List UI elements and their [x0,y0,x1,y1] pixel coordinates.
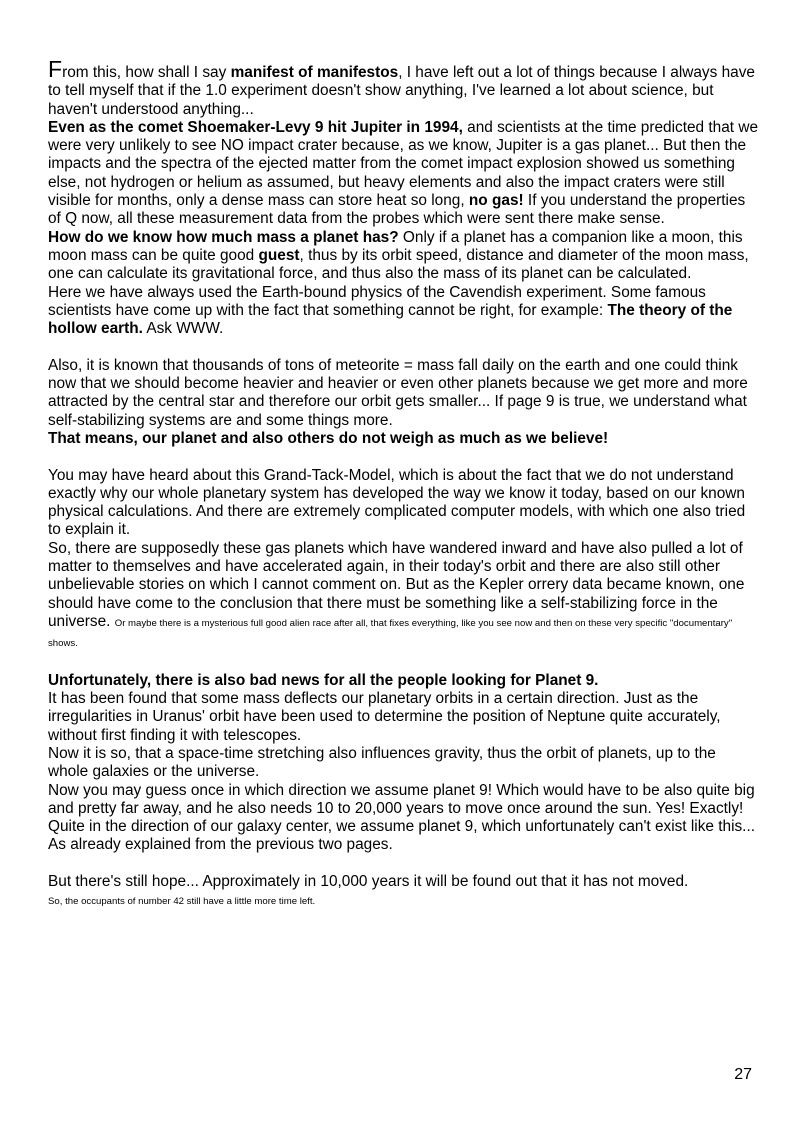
text-run: But there's still hope... Approximately in 10,000 years it will be found out that it has not moved. [48,873,689,891]
paragraph-number-42 [48,891,760,911]
text-run: Only if a planet has a companion like a moon, this moon mass can be quite good [48,228,743,264]
paragraph-space-time [48,745,760,782]
text-run: rom this, how shall I say [62,64,231,81]
paragraph-weight-statement [48,430,760,448]
paragraph-gas-planets [48,540,760,654]
text-run: It has been found that some mass deflects our planetary orbits in a certain direction. Just as the irregularities in Uranus' orbit have been used to determine the position of Neptune quite accurately, without first finding it with telescopes. [48,690,721,744]
text-run: , I have left out a lot of things because I always have to tell myself that if the 1.0 experiment doesn't show anything, I've learned a lot about science, but haven't understood anything... [48,64,755,118]
paragraph-cavendish [48,284,760,339]
paragraph-planet9-heading [48,672,760,690]
bold-run: The theory of the hollow earth. [48,301,733,338]
small-note: Or maybe there is a mysterious full good alien race after all, that fixes everything, like you see now and then on these very specific "documentary" shows. [48,617,733,650]
bold-run: How do we know how much mass a planet has? [48,228,399,246]
document-body [48,56,760,912]
text-run: Now it is so, that a space-time stretching also influences gravity, thus the orbit of planets, up to the whole galaxies or the universe. [48,744,716,781]
text-run: You may have heard about this Grand-Tack-Model, which is about the fact that we do not understand exactly why our whole planetary system has developed the way we know it today, based on our known physical calculations. And there are extremely complicated computer models, with which one also tried to explain it. [48,466,746,539]
text-run: Ask WWW. [142,320,224,338]
bold-run: Even as the comet Shoemaker-Levy 9 hit Jupiter in 1994, [48,118,463,136]
text-run: So, there are supposedly these gas planets which have wandered inward and have also pulled a lot of matter to themselves and have accelerated again, in their today's orbit and there are also still other unbelievable stories on which I cannot comment on. But as the Kepler orrery data became known, one should have come to the conclusion that there must be something like a self-stabilizing force in the universe. [48,539,745,630]
paragraph-gap [48,855,760,873]
bold-run: Unfortunately, there is also bad news for all the people looking for Planet 9. [48,671,599,689]
paragraph-hope [48,873,760,891]
bold-run: manifest of manifestos [230,64,399,81]
paragraph-planet-mass [48,229,760,284]
text-run: , thus by its orbit speed, distance and diameter of the moon mass, one can calculate its gravitational force, and thus also the mass of its planet can be calculated. [48,246,749,283]
paragraph-gap [48,448,760,466]
paragraph-intro [48,56,760,119]
bold-run: That means, our planet and also others do not weigh as much as we believe! [48,429,609,447]
small-note: So, the occupants of number 42 still have a little more time left. [48,896,316,908]
text-run: Now you may guess once in which direction we assume planet 9! Which would have to be also quite big and pretty far away, and he also needs 10 to 20,000 years to move once around the sun. Yes! Exactly! Quite in the direction of our galaxy center, we assume planet 9, which unfortunately can't exist like this... As already explained from the previous two pages. [48,781,756,854]
paragraph-grand-tack [48,467,760,540]
text-run: and scientists at the time predicted that we were very unlikely to see NO impact crater because, as we know, Jupiter is a gas planet... But then the impacts and the spectra of the ejected matter from the comet impact explosion showed us something else, not hydrogen or helium as assumed, but heavy elements and also the impact craters were still visible for months, only a dense mass can store heat so long, [48,118,759,210]
paragraph-direction [48,782,760,855]
drop-cap: F [48,56,63,82]
text-run: Also, it is known that thousands of tons of meteorite = mass fall daily on the earth and one could think now that we should become heavier and heavier or even other planets because we get more and more attracted by the central star and therefore our orbit gets smaller... If page 9 is true, we understand what self-stabilizing systems are and some things more. [48,356,748,429]
paragraph-shoemaker-levy [48,119,760,229]
paragraph-meteorite [48,357,760,430]
paragraph-gap [48,338,760,356]
bold-run: no gas! [468,192,524,210]
page-number: 27 [734,1066,752,1083]
text-run: If you understand the properties of Q now, all these measurement data from the probes which were sent there make sense. [48,192,746,228]
paragraph-deflection [48,690,760,745]
bold-run: guest [258,246,300,264]
paragraph-gap [48,654,760,672]
text-run: Here we have always used the Earth-bound physics of the Cavendish experiment. Some famous scientists have come up with the fact that something cannot be right, for example: [48,283,706,319]
